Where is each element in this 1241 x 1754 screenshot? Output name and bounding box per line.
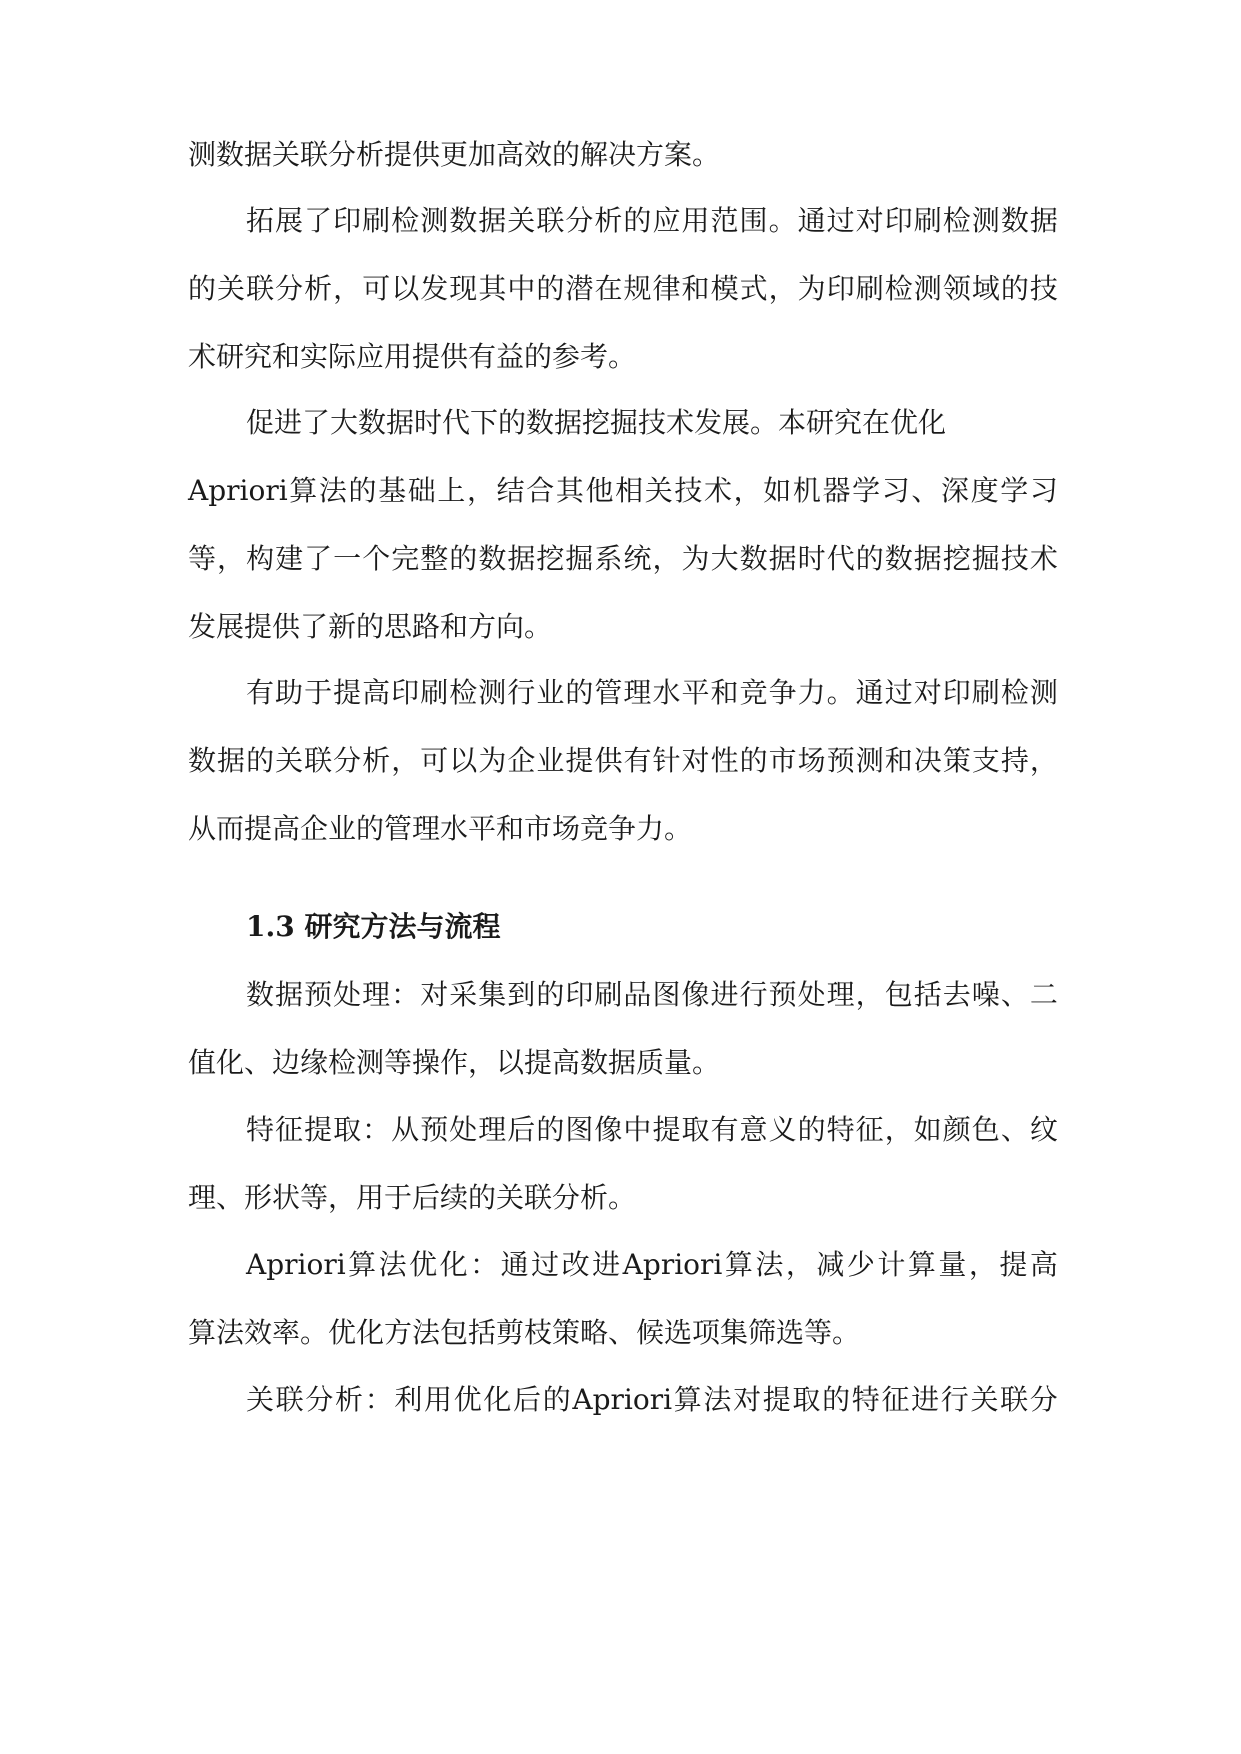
paragraph-preprocessing-line-2: 值化、边缘检测等操作，以提高数据质量。 xyxy=(188,1046,721,1079)
paragraph-apriori-line-2: 算法效率。优化方法包括剪枝策略、候选项集筛选等。 xyxy=(188,1316,861,1349)
paragraph-continuation-line: 测数据关联分析提供更加高效的解决方案。 xyxy=(188,138,721,171)
section-number: 1.3 xyxy=(246,910,295,943)
paragraph-scope-line-2: 的 关 联 分 析 ， 可 以 发 现 其 中 的 潜 在 规 律 和 模 式 ， 为 印 刷 检 测 领 域 的 技 xyxy=(188,272,1058,305)
paragraph-apriori-line-1: Apriori 算 法 优 化 ： 通 过 改 进 Apriori 算 法 ， 减 少 计 算 量 ， 提 高 xyxy=(246,1248,1058,1281)
paragraph-industry-line-1: 有 助 于 提 高 印 刷 检 测 行 业 的 管 理 水 平 和 竞 争 力 。 通 过 对 印 刷 检 测 xyxy=(246,676,1058,709)
paragraph-datamining-line-4: 发展提供了新的思路和方向。 xyxy=(188,610,553,643)
paragraph-association-line-1: 关 联 分 析 ： 利 用 优 化 后 的 Apriori 算 法 对 提 取 的 特 征 进 行 关 联 分 xyxy=(246,1383,1058,1416)
paragraph-datamining-line-3: 等 ， 构 建 了 一 个 完 整 的 数 据 挖 掘 系 统 ， 为 大 数 据 时 代 的 数 据 挖 掘 技 术 xyxy=(188,542,1058,575)
paragraph-industry-line-3: 从而提高企业的管理水平和市场竞争力。 xyxy=(188,812,693,845)
paragraph-scope-line-1: 拓 展 了 印 刷 检 测 数 据 关 联 分 析 的 应 用 范 围 。 通 过 对 印 刷 检 测 数 据 xyxy=(246,204,1058,237)
paragraph-feature-line-2: 理、形状等，用于后续的关联分析。 xyxy=(188,1181,637,1214)
section-title: 研究方法与流程 xyxy=(304,910,501,943)
paragraph-scope-line-3: 术研究和实际应用提供有益的参考。 xyxy=(188,340,637,373)
paragraph-industry-line-2: 数 据 的 关 联 分 析 ， 可 以 为 企 业 提 供 有 针 对 性 的 市 场 预 测 和 决 策 支 持 ， xyxy=(188,744,1058,777)
paragraph-preprocessing-line-1: 数 据 预 处 理 ： 对 采 集 到 的 印 刷 品 图 像 进 行 预 处 理 ， 包 括 去 噪 、 二 xyxy=(246,978,1058,1011)
paragraph-feature-line-1: 特 征 提 取 ： 从 预 处 理 后 的 图 像 中 提 取 有 意 义 的 特 征 ， 如 颜 色 、 纹 xyxy=(246,1113,1058,1146)
paragraph-datamining-line-1: 促进了大数据时代下的数据挖掘技术发展。本研究在优化 xyxy=(246,406,947,439)
section-heading xyxy=(246,907,1058,947)
paragraph-datamining-line-2: Apriori 算 法 的 基 础 上 ， 结 合 其 他 相 关 技 术 ， 如 机 器 学 习 、 深 度 学 习 xyxy=(188,474,1058,507)
